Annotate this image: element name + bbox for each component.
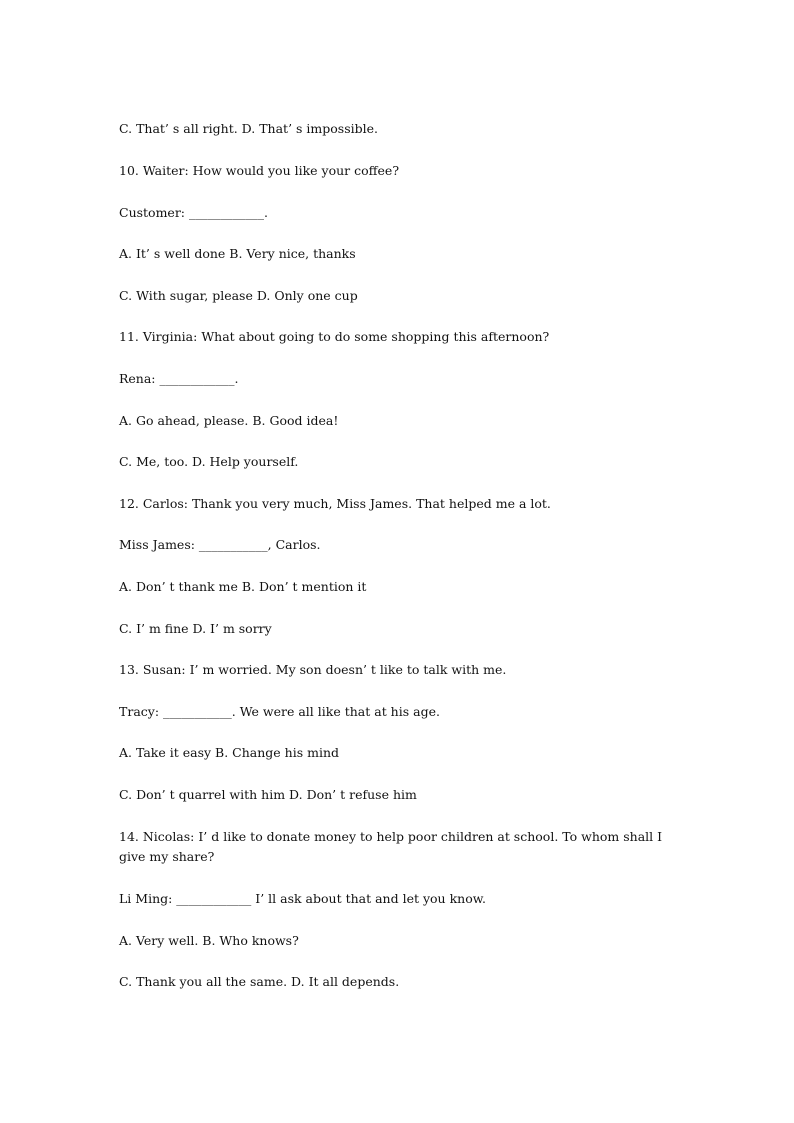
document-page [119, 0, 679, 1123]
q12-options-ab: A. Don’ t thank me B. Don’ t mention it [119, 579, 367, 594]
q13-prompt: 13. Susan: I’ m worried. My son doesn’ t like to talk with me. [119, 662, 507, 677]
q13-options-cd: C. Don’ t quarrel with him D. Don’ t refuse him [119, 787, 417, 802]
q13-options-ab: A. Take it easy B. Change his mind [119, 745, 339, 760]
q14-options-ab: A. Very well. B. Who knows? [119, 933, 299, 948]
q11-prompt: 11. Virginia: What about going to do some shopping this afternoon? [119, 329, 550, 344]
q10-options-cd: C. With sugar, please D. Only one cup [119, 288, 358, 303]
q12-options-cd: C. I’ m fine D. I’ m sorry [119, 621, 272, 636]
q14-response: Li Ming: ____________ I’ ll ask about that and let you know. [119, 891, 486, 906]
q10-prompt: 10. Waiter: How would you like your coffee? [119, 163, 400, 178]
q14-prompt: 14. Nicolas: I’ d like to donate money to help poor children at school. To whom shall I give my share? [119, 829, 663, 864]
q13-response: Tracy: ___________. We were all like that at his age. [119, 704, 440, 719]
q10-options-ab: A. It’ s well done B. Very nice, thanks [119, 246, 356, 261]
q11-options-ab: A. Go ahead, please. B. Good idea! [119, 413, 339, 428]
q12-response: Miss James: ___________, Carlos. [119, 537, 321, 552]
q12-prompt: 12. Carlos: Thank you very much, Miss James. That helped me a lot. [119, 496, 551, 511]
q9-options-cd: C. That’ s all right. D. That’ s impossible. [119, 121, 378, 136]
q11-response: Rena: ____________. [119, 371, 239, 386]
q11-options-cd: C. Me, too. D. Help yourself. [119, 454, 299, 469]
q14-options-cd: C. Thank you all the same. D. It all depends. [119, 974, 400, 989]
q10-response: Customer: ____________. [119, 205, 268, 220]
